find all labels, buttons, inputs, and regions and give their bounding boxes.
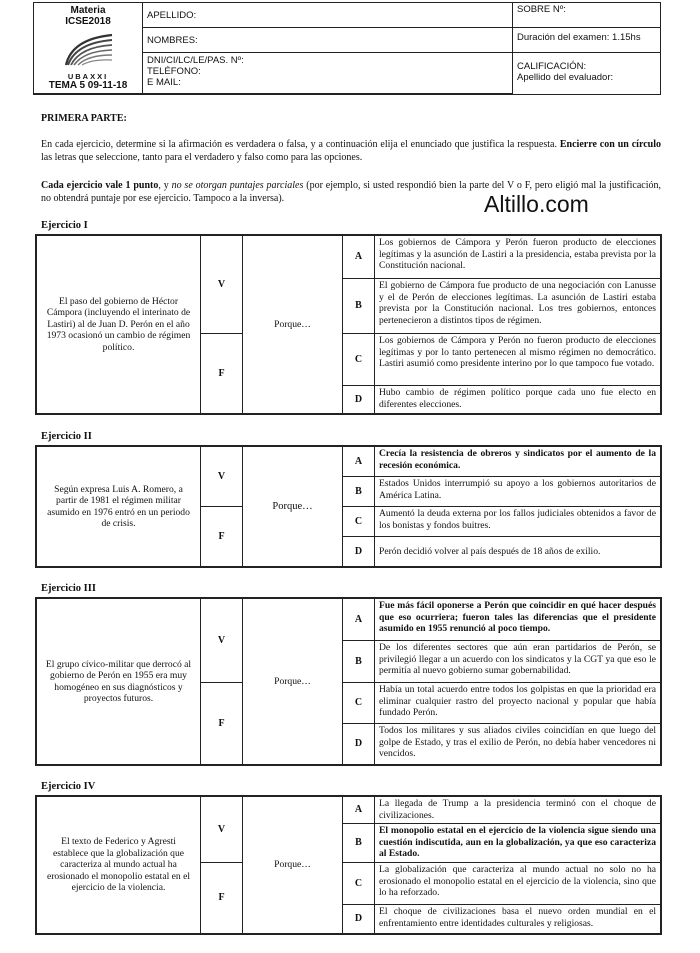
exercise-3-option-d[interactable]: Todos los militares y sus aliados civiles coincidían en que luego del golpe de Estado, y tras el exilio de Perón, no debía haber vencedores ni vencidos. (379, 725, 656, 759)
logo-name: UBAXXI (67, 72, 109, 81)
exercise-1-option-d[interactable]: Hubo cambio de régimen político porque cada uno fue electo en diferentes elecciones. (379, 387, 656, 410)
exercise-4-title: Ejercicio IV (41, 781, 96, 792)
scoring-bold: Cada ejercicio vale 1 punto (41, 180, 159, 191)
exercise-1-false-option[interactable]: F (201, 334, 243, 413)
exercise-2-title: Ejercicio II (41, 431, 92, 442)
instructions-paragraph (41, 138, 661, 164)
scoring-italic: no se otorgan puntajes parciales (171, 180, 304, 191)
exercise-4-option-a[interactable]: La llegada de Trump a la presidencia terminó con el choque de civilizaciones. (375, 797, 660, 824)
logo-cell (34, 3, 143, 94)
email-label: E MAIL: (147, 77, 181, 88)
materia-value: ICSE2018 (65, 16, 111, 27)
calificacion-field (513, 53, 660, 94)
exam-header (33, 2, 661, 95)
exercise-2-option-d[interactable]: Perón decidió volver al país después de 18 años de exilio. (379, 546, 601, 557)
instructions-text-b: las letras que seleccione, tanto para el verdadero y falso como para las opciones. (41, 152, 363, 163)
exercise-3-option-b[interactable]: De los diferentes sectores que aún eran partidarios de Perón, se privilegió llegar a un acuerdo con los sindicatos y la CGT ya que eso le permitía al nuevo gobierno sumar gobernabilidad. (375, 641, 660, 683)
exercise-4-option-c[interactable]: La globalización que caracteriza al mundo actual no solo no ha erosionado el monopolio estatal en el ejercicio de la violencia, sino que lo ha reforzado. (375, 863, 660, 905)
exercise-3-letter-a[interactable]: A (343, 599, 375, 641)
duracion-label: Duración del examen: 1.15hs (513, 28, 660, 53)
exercise-2-letter-b[interactable]: B (343, 477, 375, 507)
exercise-3-option-c[interactable]: Había un total acuerdo entre todos los golpistas en que la prioridad era eliminar cualquier rastro del proyecto nacional y popular que había fundado Perón. (375, 683, 660, 724)
telefono-label: TELÉFONO: (147, 66, 201, 77)
exercise-2-letter-a[interactable]: A (343, 447, 375, 477)
exercise-1-porque: Porque… (243, 236, 343, 413)
exercise-2-option-b[interactable]: Estados Unidos interrumpió su apoyo a los gobiernos autoritarios de América Latina. (375, 477, 660, 507)
dni-field[interactable] (143, 53, 513, 94)
exercise-3-false-option[interactable]: F (201, 683, 243, 764)
exercise-2-letter-d[interactable]: D (343, 537, 375, 566)
exercise-1-letter-b[interactable]: B (343, 279, 375, 334)
exercise-3-true-option[interactable]: V (201, 599, 243, 683)
exercise-2-table (35, 445, 662, 568)
exercise-4-false-option[interactable]: F (201, 863, 243, 933)
scoring-text-a: , y (158, 180, 172, 191)
exercise-2-false-option[interactable]: F (201, 507, 243, 566)
exercise-1-letter-d[interactable]: D (343, 386, 375, 413)
exercise-4-true-option[interactable]: V (201, 797, 243, 863)
exercise-2-premise: Según expresa Luis A. Romero, a partir de 1981 el régimen militar asumido en 1976 entró en un periodo de crisis. (37, 447, 201, 566)
exercise-3-letter-b[interactable]: B (343, 641, 375, 683)
exercise-1-true-option[interactable]: V (201, 236, 243, 334)
ubaxxi-logo-icon (62, 31, 116, 69)
exercise-4-table (35, 795, 662, 935)
section-heading: PRIMERA PARTE: (41, 113, 127, 124)
materia-label: Materia (70, 5, 106, 16)
exercise-4-letter-b[interactable]: B (343, 824, 375, 863)
watermark: Altillo.com (484, 191, 589, 217)
exercise-3-porque: Porque… (243, 599, 343, 764)
exercise-3-letter-d[interactable]: D (343, 724, 375, 764)
exercise-3-table (35, 597, 662, 766)
exercise-3-letter-c[interactable]: C (343, 683, 375, 724)
exercise-4-letter-c[interactable]: C (343, 863, 375, 905)
exercise-1-letter-c[interactable]: C (343, 334, 375, 386)
scoring-text-b: (por ejemplo, si usted respondió bien la parte del V o F, pero eligió mal la justificación, no obtendrá puntaje por ese ejercicio. Tampoco a la inversa). (41, 180, 661, 204)
exercise-2-option-a[interactable]: Crecía la resistencia de obreros y sindicatos por el aumento de la recesión económica. (375, 447, 660, 477)
exercise-4-letter-d[interactable]: D (343, 905, 375, 933)
calificacion-label: CALIFICACIÓN: (517, 61, 587, 72)
evaluador-label: Apellido del evaluador: (517, 72, 614, 83)
exercise-1-table (35, 234, 662, 415)
exercise-2-option-c[interactable]: Aumentó la deuda externa por los fallos judiciales obtenidos a favor de los bonistas y fondos buitres. (375, 507, 660, 537)
nombres-field[interactable]: NOMBRES: (143, 28, 513, 53)
tema-label: TEMA 5 09-11-18 (48, 80, 128, 91)
exercise-2-porque: Porque… (243, 447, 343, 566)
exercise-1-letter-a[interactable]: A (343, 236, 375, 279)
exercise-4-option-d[interactable]: El choque de civilizaciones basa el nuevo orden mundial en el enfrentamiento entre identidades culturales y religiosas. (379, 906, 656, 929)
instructions-text-a: En cada ejercicio, determine si la afirmación es verdadera o falsa, y a continuación elija el enunciado que justifica la respuesta. (41, 139, 560, 150)
sobre-field[interactable]: SOBRE Nº: (513, 3, 660, 28)
exercise-4-letter-a[interactable]: A (343, 797, 375, 824)
exercise-4-porque: Porque… (243, 797, 343, 933)
exercise-1-premise: El paso del gobierno de Héctor Cámpora (incluyendo el interinato de Lastiri) al de Juan D. Perón en el año 1973 ocasionó un cambio de régimen político. (37, 236, 201, 413)
exercise-4-option-b[interactable]: El monopolio estatal en el ejercicio de la violencia sigue siendo una cuestión indiscutida, aun en la globalización, ya que eso caracteriza al Estado. (375, 824, 660, 863)
dni-label: DNI/CI/LC/LE/PAS. Nº: (147, 55, 244, 66)
apellido-field[interactable]: APELLIDO: (143, 3, 513, 28)
exercise-1-option-c[interactable]: Los gobiernos de Cámpora y Perón no fueron producto de elecciones legítimas y por lo tanto pertenecen al mismo régimen no democrático. Lastiri asumió como presidente interino por lo que tampoco fue votado. (375, 334, 660, 386)
exercise-3-premise: El grupo cívico-militar que derrocó al gobierno de Perón en 1955 era muy homogéneo en sus diagnósticos y proyectos futuros. (37, 599, 201, 764)
exercise-1-option-b[interactable]: El gobierno de Cámpora fue producto de una negociación con Lanusse y el de Perón de elecciones legítimas. La asunción de Lastiri estaba prevista por la Constitución nacional. Los tres gobiernos, entonces pertenecieron a distintos tipos de régimen. (375, 279, 660, 334)
exercise-3-option-a[interactable]: Fue más fácil oponerse a Perón que coincidir en qué hacer después que eso ocurriera; fueron tales las diferencias que el presidente asumido en 1955 renunció al poco tiempo. (375, 599, 660, 641)
exercise-2-letter-c[interactable]: C (343, 507, 375, 537)
exercise-4-premise: El texto de Federico y Agresti establece que la globalización que caracteriza al mundo actual ha erosionado el monopolio estatal en el ejercicio de la violencia. (37, 797, 201, 933)
exercise-1-title: Ejercicio I (41, 220, 88, 231)
exercise-2-true-option[interactable]: V (201, 447, 243, 507)
instructions-bold: Encierre con un círculo (559, 139, 661, 150)
exercise-1-option-a[interactable]: Los gobiernos de Cámpora y Perón fueron producto de elecciones legítimas y la asunción de Lastiri a la presidencia, estaba prevista por la Constitución nacional. (375, 236, 660, 279)
exercise-3-title: Ejercicio III (41, 583, 96, 594)
